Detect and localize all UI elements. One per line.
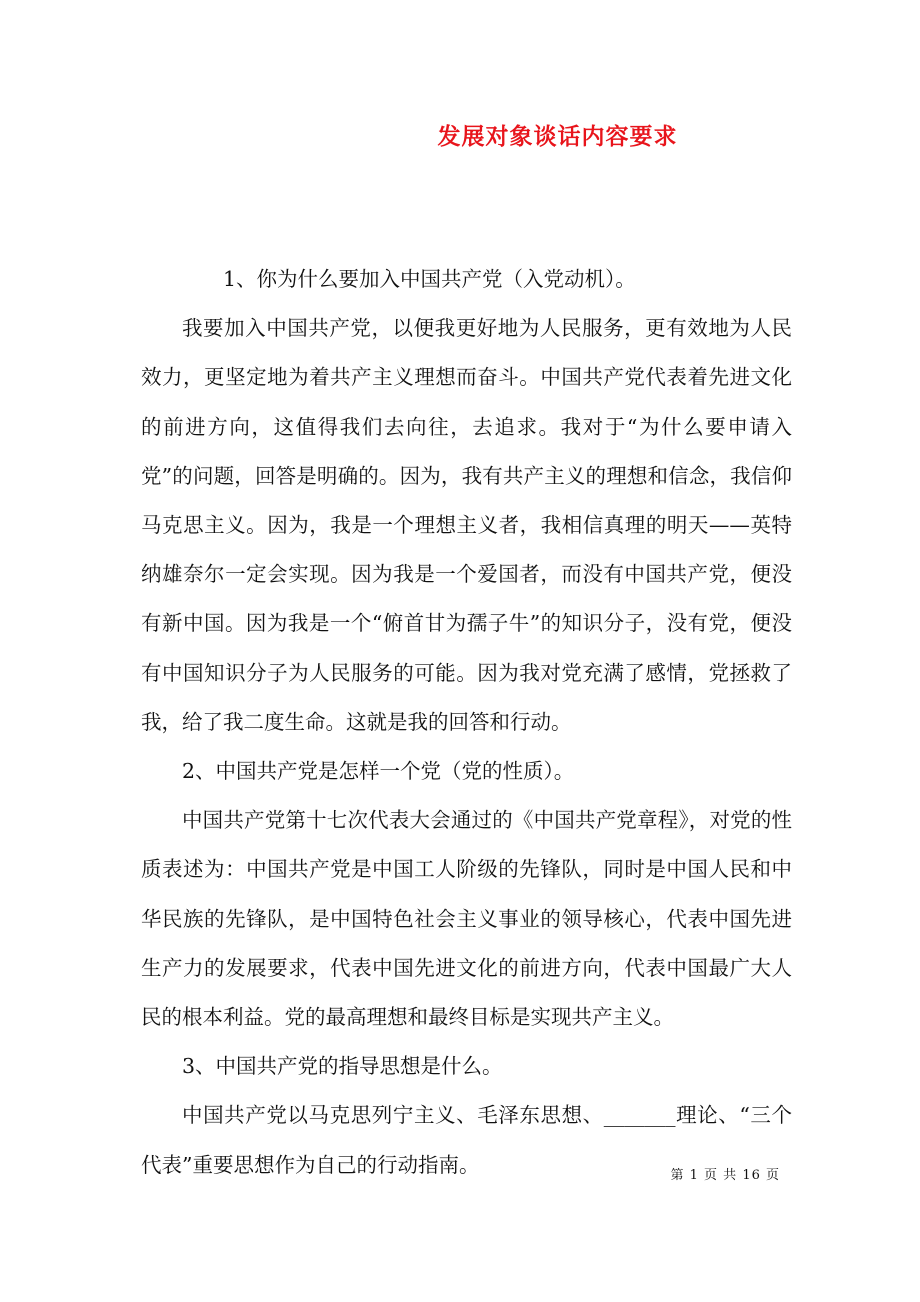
answer-3-paragraph: 中国共产党以马克思列宁主义、毛泽东思想、_______理论、“三个代表”重要思想作为自己的行动指南。 xyxy=(141,1103,792,1177)
document-body xyxy=(141,255,792,1190)
question-2-heading: 2、中国共产党是怎样一个党（党的性质）。 xyxy=(182,759,575,784)
document-title: 发展对象谈话内容要求 xyxy=(437,123,678,150)
question-3-heading: 3、中国共产党的指导思想是什么。 xyxy=(182,1054,503,1079)
page-number-footer: 第 1 页 共 16 页 xyxy=(670,1168,780,1183)
answer-2-paragraph: 中国共产党第十七次代表大会通过的《中国共产党章程》，对党的性质表述为：中国共产党是中国工人阶级的先锋队，同时是中国人民和中华民族的先锋队，是中国特色社会主义事业的领导核心，代表中国先进生产力的发展要求，代表中国先进文化的前进方向，代表中国最广大人民的根本利益。党的最高理想和最终目标是实现共产主义。 xyxy=(141,808,792,1030)
answer-1-paragraph: 我要加入中国共产党，以便我更好地为人民服务，更有效地为人民效力，更坚定地为着共产主义理想而奋斗。中国共产党代表着先进文化的前进方向，这值得我们去向往，去追求。我对于“为什么要申请入党”的问题，回答是明确的。因为，我有共产主义的理想和信念，我信仰马克思主义。因为，我是一个理想主义者，我相信真理的明天——英特纳雄奈尔一定会实现。因为我是一个爱国者，而没有中国共产党，便没有新中国。因为我是一个“俯首甘为孺子牛”的知识分子，没有党，便没有中国知识分子为人民服务的可能。因为我对党充满了感情，党拯救了我，给了我二度生命。这就是我的回答和行动。 xyxy=(141,316,792,734)
question-1-heading: 1、你为什么要加入中国共产党（入党动机）。 xyxy=(223,267,636,291)
